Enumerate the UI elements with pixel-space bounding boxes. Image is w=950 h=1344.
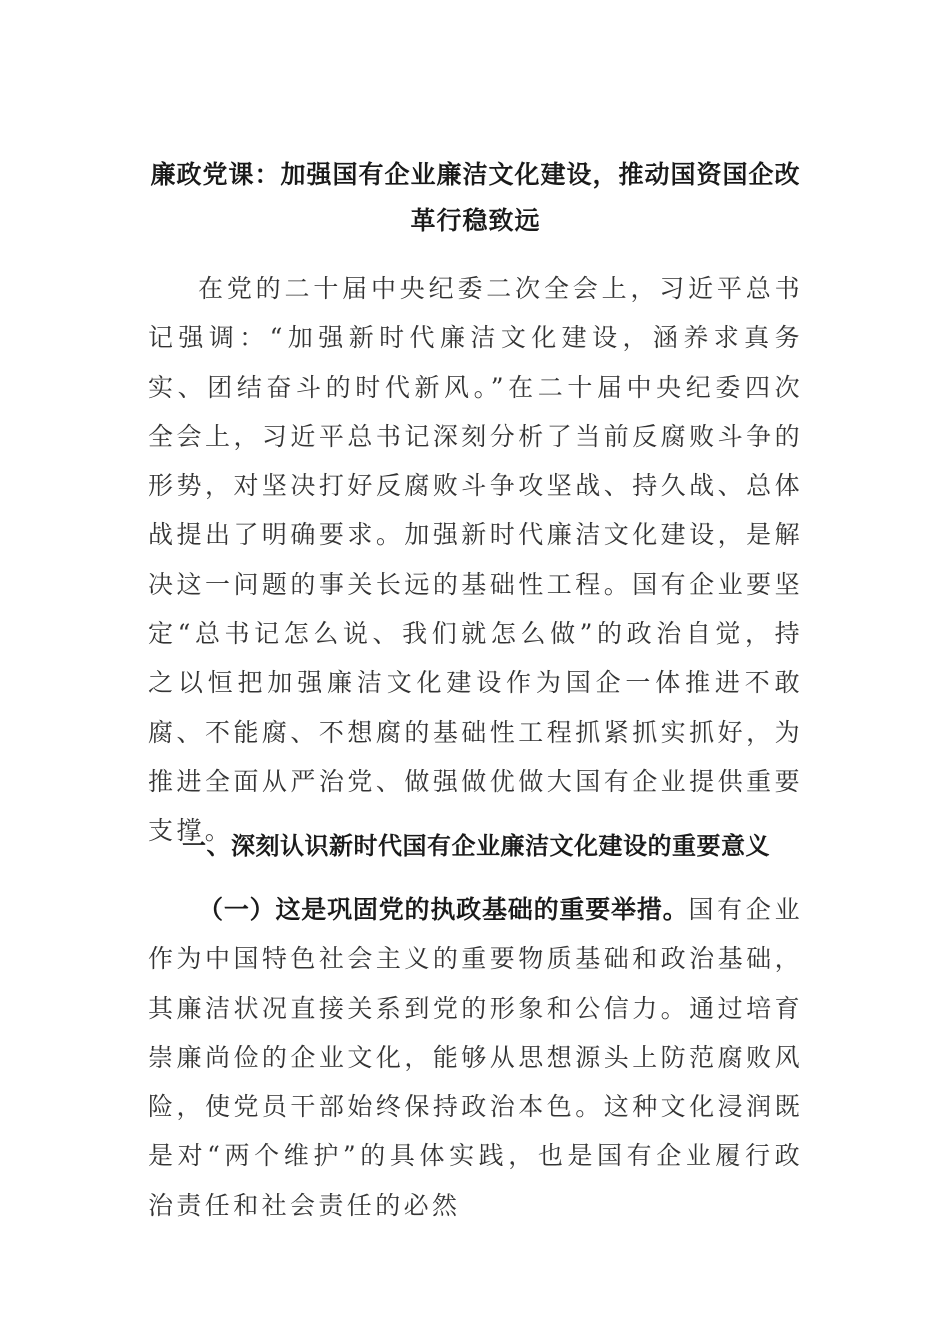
section-heading-1: 一、深刻认识新时代国有企业廉洁文化建设的重要意义: [182, 832, 770, 860]
title-line-2: 革行稳致远: [410, 206, 541, 235]
subsection-lead-1: （一）这是巩固党的执政基础的重要举措。: [198, 895, 689, 924]
title-line-1: 廉政党课：加强国有企业廉洁文化建设，推动国资国企改: [150, 160, 801, 189]
document-title: [148, 152, 803, 244]
subsection-text-1: 国有企业作为中国特色社会主义的重要物质基础和政治基础，其廉洁状况直接关系到党的形象和公信力。通过培育崇廉尚俭的企业文化，能够从思想源头上防范腐败风险，使党员干部始终保持政治本色。这种文化浸润既是对“两个维护”的具体实践，也是国有企业履行政治责任和社会责任的必然: [148, 895, 803, 1220]
intro-paragraph: 在党的二十届中央纪委二次全会上，习近平总书记强调：“加强新时代廉洁文化建设，涵养求真务实、团结奋斗的时代新风。”在二十届中央纪委四次全会上，习近平总书记深刻分析了当前反腐败斗争的形势，对坚决打好反腐败斗争攻坚战、持久战、总体战提出了明确要求。加强新时代廉洁文化建设，是解决这一问题的事关长远的基础性工程。国有企业要坚定“总书记怎么说、我们就怎么做”的政治自觉，持之以恒把加强廉洁文化建设作为国企一体推进不敢腐、不能腐、不想腐的基础性工程抓紧抓实抓好，为推进全面从严治党、做强做优做大国有企业提供重要支撑。: [148, 274, 803, 846]
subsection-paragraph-1: [148, 885, 803, 1230]
